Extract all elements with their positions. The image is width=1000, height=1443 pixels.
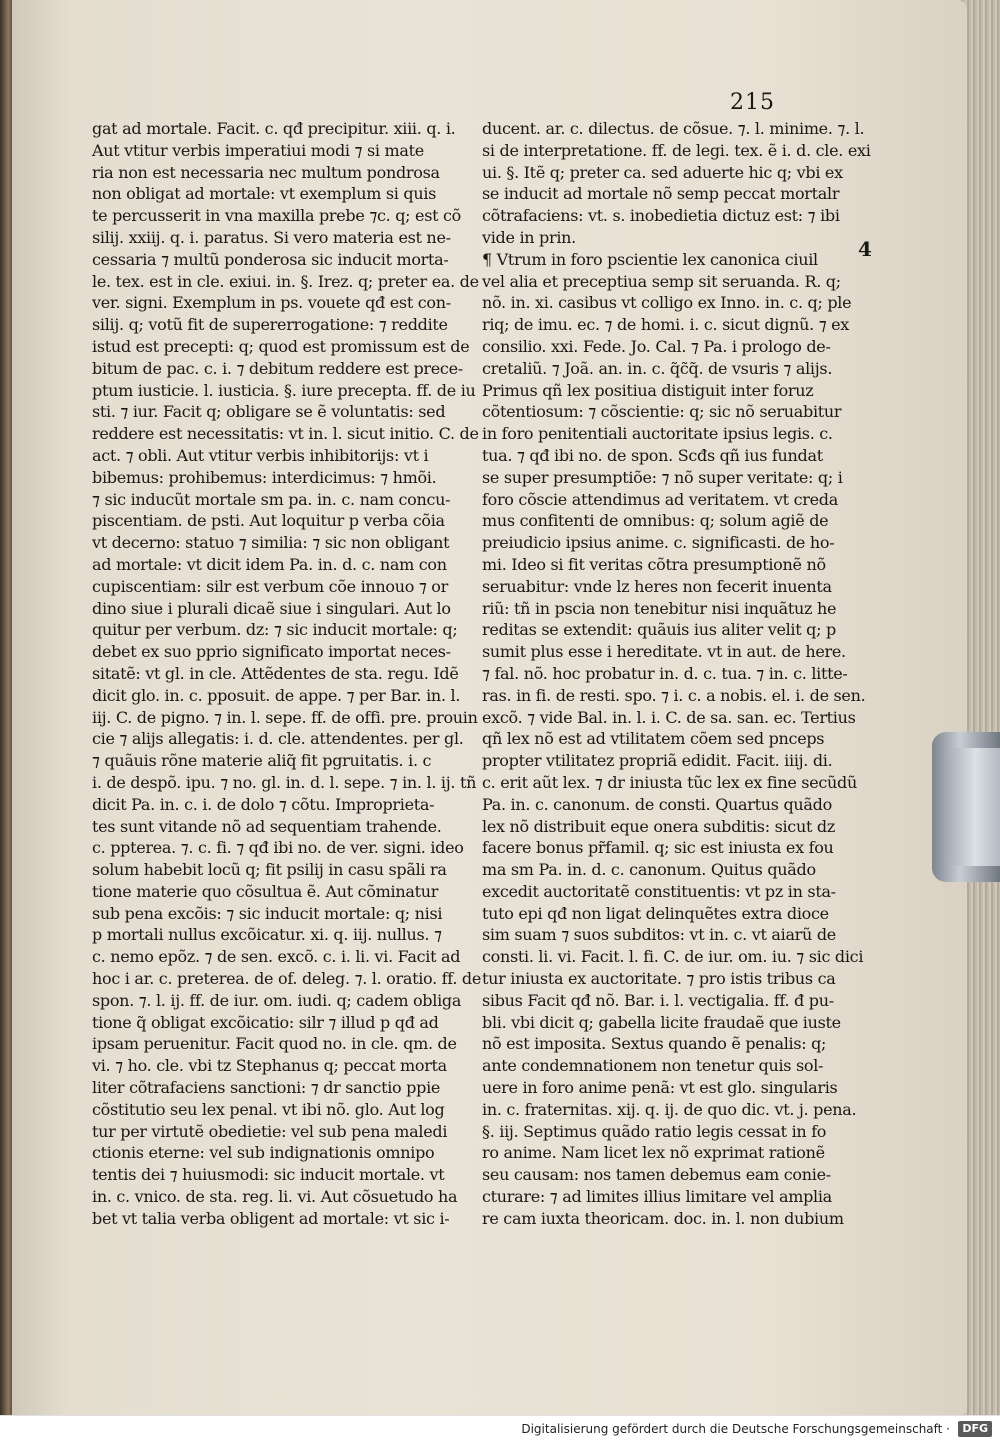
text-line: silij. q; votũ fit de supererrogatione: ⁊ reddite: [92, 315, 448, 335]
text-line: nõ. in. xi. casibus vt colligo ex Inno. in. c. q; ple: [482, 293, 852, 313]
text-line: p mortali nullus excõicatur. xi. q. iij. nullus. ⁊: [92, 925, 442, 945]
text-line: ⁊ sic inducũt mortale sm pa. in. c. nam concu-: [92, 489, 451, 509]
text-line: dino siue i plurali dicaẽ siue i singulari. Aut lo: [92, 598, 451, 618]
text-line: sitatẽ: vt gl. in cle. Attẽdentes de sta. regu. Idẽ: [92, 663, 459, 683]
text-line: riũ: tñ in pscia non tenebitur nisi inquãtuz he: [482, 598, 837, 618]
text-line: excõ. ⁊ vide Bal. in. l. i. C. de sa. san. ec. Tertius: [482, 707, 856, 727]
text-line: ro anime. Nam licet lex nõ exprimat rationẽ: [482, 1143, 825, 1163]
text-line: reddere est necessitatis: vt in. l. sicut initio. C. de: [92, 424, 479, 444]
text-line: Primus qñ lex positiua distiguit inter foruz: [482, 380, 814, 400]
text-line: tua. ⁊ qđ ibi no. de spon. Scđs qñ ius fundat: [482, 445, 823, 465]
text-line: ducent. ar. c. dilectus. de cõsue. ⁊. l. minime. ⁊. l.: [482, 119, 865, 138]
text-line: tur iniusta ex auctoritate. ⁊ pro istis tribus ca: [482, 969, 836, 989]
text-line: tes sunt vitande nõ ad sequentiam trahende.: [92, 816, 442, 836]
text-line: excedit auctoritatẽ constituentis: vt pz in sta-: [482, 881, 836, 901]
text-line: act. ⁊ obli. Aut vtitur verbis inhibitorijs: vt i: [92, 445, 429, 465]
text-line: cessaria ⁊ multũ ponderosa sic inducit morta-: [92, 249, 449, 269]
folio-number: 215: [730, 90, 775, 115]
text-line: re cam iuxta theoricam. doc. in. l. non dubium: [482, 1208, 844, 1228]
text-line: ria non est necessaria nec multum pondrosa: [92, 162, 440, 182]
text-line: c. ppterea. ⁊. c. fi. ⁊ qđ ibi no. de ver. signi. ideo: [92, 838, 464, 858]
text-line: se inducit ad mortale nõ semp peccat mortalr: [482, 184, 840, 204]
text-line: ptum iusticie. l. iusticia. §. iure precepta. ff. de iu: [92, 380, 476, 400]
text-line: non obligat ad mortale: vt exemplum si quis: [92, 184, 437, 204]
text-line: hoc i ar. c. preterea. de of. deleg. ⁊. l. oratio. ff. de: [92, 969, 482, 989]
text-line: in. c. vnico. de sta. reg. li. vi. Aut cõsuetudo ha: [92, 1187, 458, 1207]
text-line: ma sm Pa. in. d. c. canonum. Quitus quãdo: [482, 860, 816, 880]
text-line: tuto epi qđ non ligat delinquẽtes extra dioce: [482, 903, 829, 923]
text-line: vi. ⁊ ho. cle. vbi tz Stephanus q; peccat morta: [92, 1056, 447, 1076]
text-line: facere bonus pr̃famil. q; sic est iniusta ex fou: [482, 838, 834, 858]
text-line: cretaliũ. ⁊ Joã. an. in. c. q̃c̃q̃. de vsuris ⁊ alijs.: [482, 358, 833, 378]
page-clip-inner: [948, 748, 1000, 866]
text-line: foro cõscie attendimus ad veritatem. vt creda: [482, 489, 838, 509]
text-line: uere in foro anime penã: vt est glo. singularis: [482, 1078, 838, 1098]
footer-credit: Digitalisierung gefördert durch die Deutsche Forschungsgemeinschaft ·: [521, 1422, 950, 1436]
text-line: reditas se extendit: quãuis ius aliter velit q; p: [482, 620, 836, 640]
text-line: cõtentiosum: ⁊ cõscientie: q; sic nõ seruabitur: [482, 402, 842, 422]
text-line: ver. signi. Exemplum in ps. vouete qđ est con-: [92, 293, 451, 313]
text-line: §. iij. Septimus quãdo ratio legis cessat in fo: [482, 1121, 827, 1141]
text-line: iij. C. de pigno. ⁊ in. l. sepe. ff. de offi. pre. prouin: [92, 707, 478, 727]
text-line: le. tex. est in cle. exiui. in. §. Irez. q; preter ea. de: [92, 271, 479, 291]
text-line: in. c. fraternitas. xij. q. ij. de quo dic. vt. j. pena.: [482, 1099, 857, 1119]
text-line: cõstitutio seu lex penal. vt ibi nõ. glo. Aut log: [92, 1099, 445, 1119]
text-line: bitum de pac. c. i. ⁊ debitum reddere est prece-: [92, 358, 463, 378]
text-line: cturare: ⁊ ad limites illius limitare vel amplia: [482, 1187, 832, 1207]
text-line: spon. ⁊. l. ij. ff. de iur. om. iudi. q; cadem obliga: [92, 990, 462, 1010]
text-line: si de interpretatione. ff. de legi. tex. ẽ i. d. cle. exi: [482, 140, 871, 160]
text-line: Aut vtitur verbis imperatiui modi ⁊ si mate: [92, 140, 424, 160]
text-line: ⁊ quãuis rõne materie aliq̃ fit pgruitatis. i. c: [92, 751, 432, 771]
text-line: tentis dei ⁊ huiusmodi: sic inducit mortale. vt: [92, 1165, 445, 1185]
text-line: cõtrafaciens: vt. s. inobedietia dictuz est: ⁊ ibi: [482, 206, 840, 226]
text-line: sim suam ⁊ suos subditos: vt in. c. vt aiarũ de: [482, 925, 836, 945]
text-line: piscentiam. de psti. Aut loquitur p verba cõia: [92, 511, 445, 531]
text-line: bibemus: prohibemus: interdicimus: ⁊ hmõi.: [92, 467, 437, 487]
text-line: istud est precepti: q; quod est promissum est de: [92, 336, 470, 356]
text-line: cie ⁊ alijs allegatis: i. d. cle. attendentes. per gl.: [92, 729, 464, 749]
text-line: vide in prin.: [482, 227, 576, 247]
text-line: se super presumptiõe: ⁊ nõ super veritate: q; i: [482, 467, 843, 487]
text-line: tione q̃ obligat excõicatio: silr ⁊ illud p qđ ad: [92, 1012, 439, 1032]
text-line: cupiscentiam: silr est verbum cõe innouo ⁊ or: [92, 576, 448, 596]
text-line: seruabitur: vnde lz heres non fecerit inuenta: [482, 576, 832, 596]
text-line: consti. li. vi. Facit. l. fi. C. de iur. om. iu. ⁊ sic dici: [482, 947, 864, 967]
text-line: sub pena excõis: ⁊ sic inducit mortale: q; nisi: [92, 903, 443, 923]
text-line: tur per virtutẽ obedietie: vel sub pena maledi: [92, 1121, 448, 1141]
text-line: seu causam: nos tamen debemus eam conie-: [482, 1165, 831, 1185]
text-line: ad mortale: vt dicit idem Pa. in. d. c. nam con: [92, 554, 447, 574]
text-line: lex nõ distribuit eque onera subditis: sicut dz: [482, 816, 835, 836]
text-line: ctionis eterne: vel sub indignationis omnipo: [92, 1143, 435, 1163]
text-line: nõ est imposita. Sextus quando ẽ penalis: q;: [482, 1034, 827, 1054]
text-line: dicit Pa. in. c. i. de dolo ⁊ cõtu. Improprieta-: [92, 794, 435, 814]
text-line: riq; de imu. ec. ⁊ de homi. i. c. sicut dignũ. ⁊ ex: [482, 315, 850, 335]
text-line: debet ex suo pprio significato importat neces-: [92, 642, 451, 662]
text-line: gat ad mortale. Facit. c. qđ precipitur. xiii. q. i.: [92, 119, 456, 138]
text-line: consilio. xxi. Fede. Jo. Cal. ⁊ Pa. i prologo de-: [482, 336, 831, 356]
left-text-column: [92, 118, 482, 1230]
text-line: propter vtilitatez propriã edidit. Facit. iiij. di.: [482, 751, 833, 771]
text-line: mi. Ideo si fit veritas cõtra presumptionẽ nõ: [482, 554, 826, 574]
text-line: ante condemnationem non tenetur quis sol-: [482, 1056, 824, 1076]
text-line: c. erit aũt lex. ⁊ dr iniusta tũc lex ex fine secũdũ: [482, 772, 857, 792]
text-line: bet vt talia verba obligent ad mortale: vt sic i-: [92, 1208, 450, 1228]
text-line: tione materie quo cõsultua ẽ. Aut cõminatur: [92, 881, 439, 901]
marginal-note: 4: [858, 237, 872, 261]
text-line: ras. in fi. de resti. spo. ⁊ i. c. a nobis. el. i. de sen.: [482, 685, 866, 705]
text-line: c. nemo epõz. ⁊ de sen. excõ. c. i. li. vi. Facit ad: [92, 947, 461, 967]
text-line: dicit glo. in. c. pposuit. de appe. ⁊ per Bar. in. l.: [92, 685, 461, 705]
text-line: sumit plus esse i hereditate. vt in aut. de here.: [482, 642, 846, 662]
text-line: solum habebit locũ q; fit psilij in casu spãli ra: [92, 860, 447, 880]
text-line: te percusserit in vna maxilla prebe ⁊c. q; est cõ: [92, 206, 462, 226]
dfg-logo: DFG: [958, 1421, 992, 1437]
text-line: vt decerno: statuo ⁊ similia: ⁊ sic non obligant: [92, 533, 450, 553]
text-line: silij. xxiij. q. i. paratus. Si vero materia est ne-: [92, 227, 451, 247]
text-line: preiudicio ipsius anime. c. significasti. de ho-: [482, 533, 835, 553]
text-line: bli. vbi dicit q; gabella licite fraudaẽ que iuste: [482, 1012, 841, 1032]
text-line: ⁊ fal. nõ. hoc probatur in. d. c. tua. ⁊ in. c. litte-: [482, 663, 848, 683]
text-line: ipsam peruenitur. Facit quod no. in cle. qm. de: [92, 1034, 457, 1054]
text-line: ui. §. Itẽ q; preter ca. sed aduerte hic q; vbi ex: [482, 162, 843, 182]
text-line: sibus Facit qđ nõ. Bar. i. l. vectigalia. ff. đ pu-: [482, 990, 834, 1010]
text-line: Pa. in. c. canonum. de consti. Quartus quãdo: [482, 794, 832, 814]
text-line: ¶ Vtrum in foro pscientie lex canonica ciuil: [482, 249, 818, 269]
text-line: quitur per verbum. dz: ⁊ sic inducit mortale: q;: [92, 620, 458, 640]
text-line: sti. ⁊ iur. Facit q; obligare se ẽ voluntatis: sed: [92, 402, 446, 422]
right-text-column: [482, 118, 871, 1230]
text-line: qñ lex nõ est ad vtilitatem cõem sed pnceps: [482, 729, 825, 749]
text-line: i. de despõ. ipu. ⁊ no. gl. in. d. l. sepe. ⁊ in. l. ij. tñ: [92, 772, 477, 792]
text-line: mus confitenti de omnibus: q; solum agiẽ de: [482, 511, 829, 531]
text-line: in foro penitentiali auctoritate ipsius legis. c.: [482, 424, 833, 444]
text-line: liter cõtrafaciens sanctioni: ⁊ dr sanctio ppie: [92, 1078, 441, 1098]
text-line: vel alia et preceptiua semp sit seruanda. R. q;: [482, 271, 841, 291]
footer-bar: [0, 1415, 1000, 1443]
